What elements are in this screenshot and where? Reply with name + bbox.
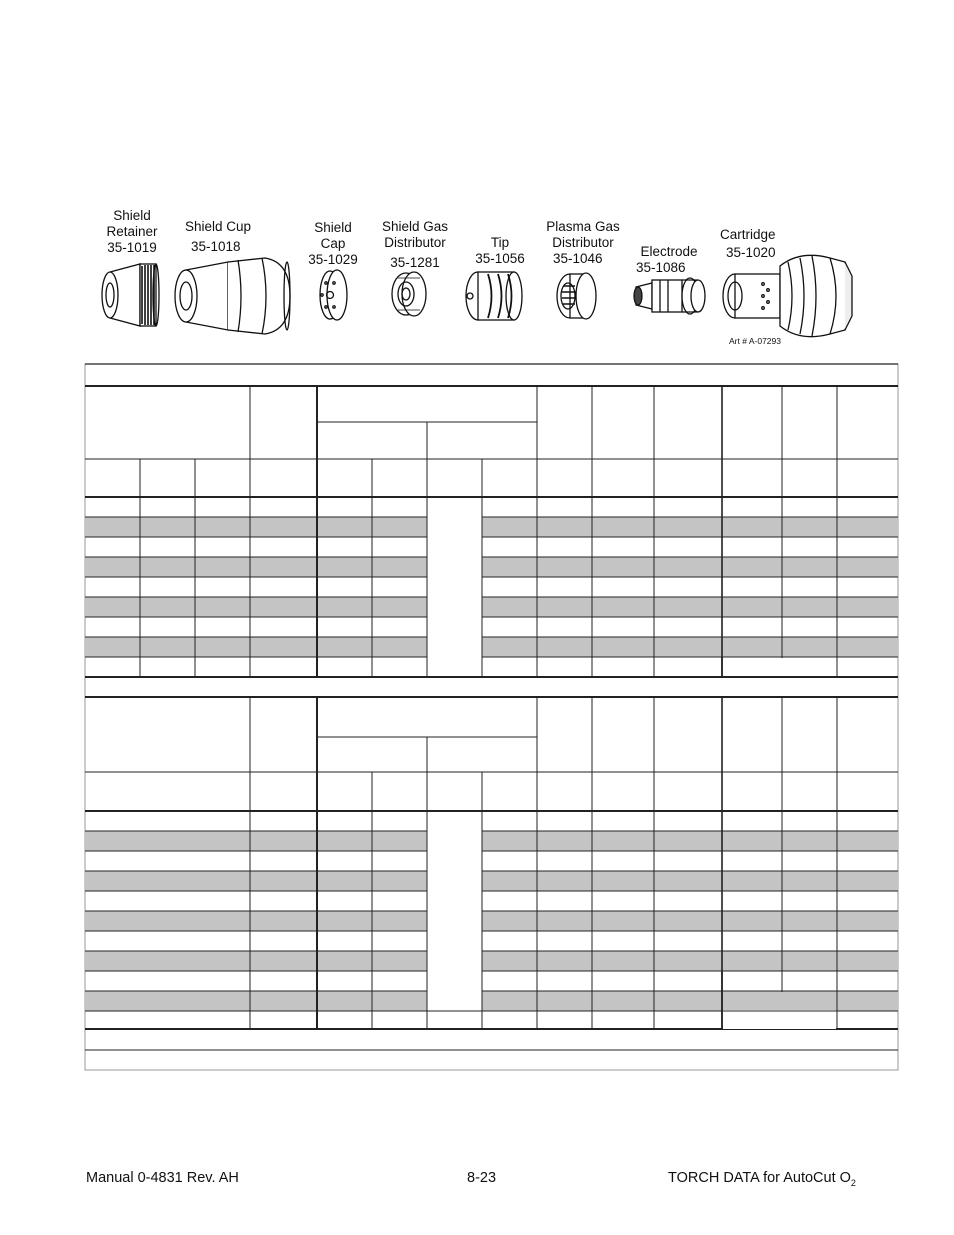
part-name-line: Retainer [106, 224, 158, 239]
table-row-shade [723, 992, 836, 1010]
part-name-line: Cartridge [720, 227, 776, 242]
merged-cell [723, 658, 836, 676]
table-row-shade [85, 991, 427, 1011]
consumables-illustration [0, 0, 954, 360]
shield-retainer-icon [102, 264, 159, 326]
shield-cap-icon [320, 270, 347, 320]
electrode-icon [634, 278, 705, 314]
footer-section-title [668, 1170, 856, 1188]
part-name-line: Shield Cup [185, 219, 252, 234]
table-row-shade [482, 911, 898, 931]
table-row-shade [482, 951, 898, 971]
table-row-shade [85, 951, 427, 971]
part-number: 35-1056 [475, 251, 525, 266]
part-name-line: Tip [490, 235, 510, 250]
part-name-line: Distributor [384, 235, 446, 250]
table-row-shade [85, 871, 427, 891]
plasma-gas-distributor-icon [557, 273, 596, 319]
table-row-shade [482, 871, 898, 891]
table-row-shade [85, 517, 427, 537]
shield-cup-icon [175, 258, 290, 334]
part-name-line: Plasma Gas [546, 219, 620, 234]
table-row-shade [482, 597, 898, 617]
part-name-line: Shield [314, 220, 352, 235]
table-frame [85, 364, 898, 1070]
part-name-line: Shield Gas [381, 219, 449, 234]
part-name-line: Electrode [640, 244, 698, 259]
art-number: Art # A-07293 [729, 336, 781, 346]
part-number: 35-1046 [553, 251, 603, 266]
table-row-shade [85, 557, 427, 577]
part-number: 35-1020 [726, 245, 776, 260]
table-row-shade [85, 597, 427, 617]
table-row-shade [482, 557, 898, 577]
table-row-shade [482, 637, 898, 657]
footer-page-number: 8-23 [467, 1170, 497, 1186]
part-number: 35-1029 [308, 252, 358, 267]
table-row-shade [482, 991, 898, 1011]
table-row-shade [85, 637, 427, 657]
table-row-shade [85, 911, 427, 931]
table-row-shade [482, 517, 898, 537]
footer-section-text: TORCH DATA for AutoCut O [668, 1170, 851, 1186]
table-row-shade [85, 831, 427, 851]
cartridge-icon [723, 255, 852, 336]
part-name-line: Distributor [552, 235, 614, 250]
tip-icon [466, 272, 522, 320]
merged-cell [723, 992, 836, 1029]
part-number: 35-1019 [107, 240, 157, 255]
table-row-shade [482, 831, 898, 851]
part-name-line: Shield [113, 208, 151, 223]
footer-section-subscript: 2 [850, 1177, 856, 1188]
footer-manual-number: Manual 0-4831 Rev. AH [86, 1170, 239, 1186]
shield-gas-distributor-icon [392, 272, 426, 316]
part-number: 35-1281 [390, 255, 440, 270]
part-number: 35-1086 [636, 260, 686, 275]
part-name-line: Cap [320, 236, 346, 251]
part-number: 35-1018 [191, 239, 241, 254]
